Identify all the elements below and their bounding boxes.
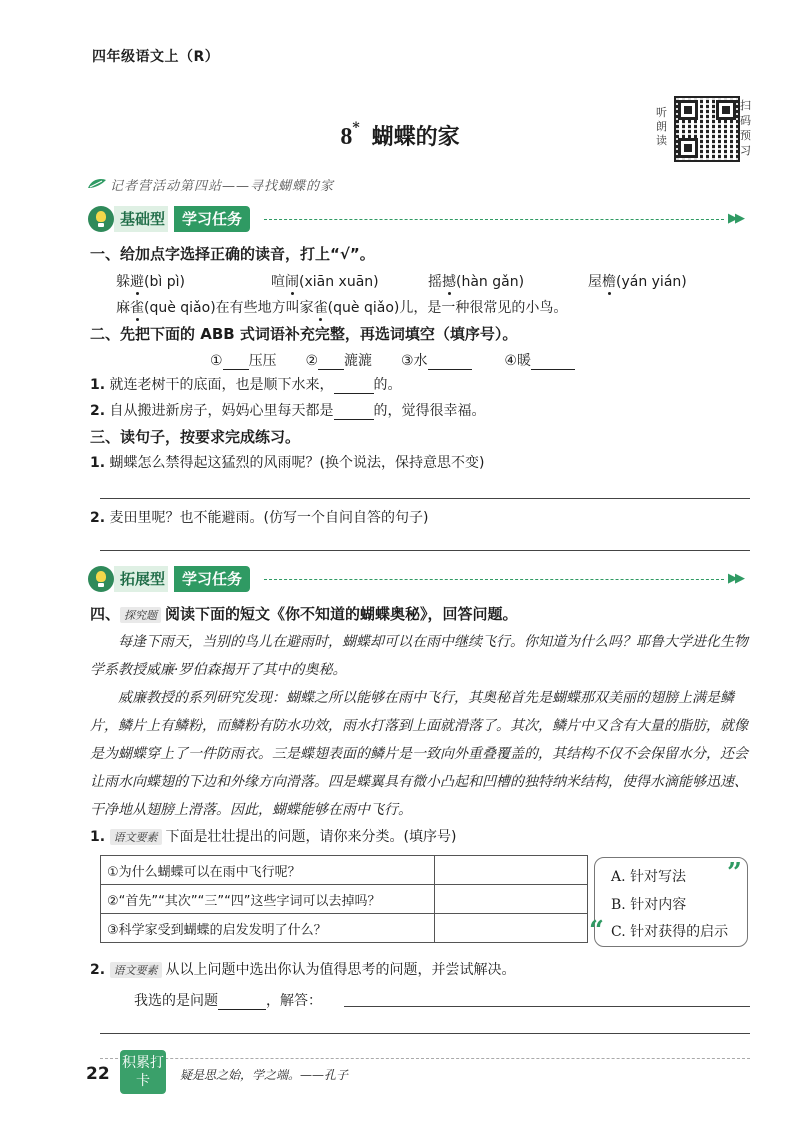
activity-text: 记者营活动第四站——寻找蝴蝶的家 [110,179,335,194]
passage-paragraph-1: 每逢下雨天，当别的鸟儿在避雨时，蝴蝶却可以在雨中继续飞行。你知道为什么吗？耶鲁大学进化生物学系教授威廉·罗伯森揭开了其中的奥秘。 [90,634,748,678]
lesson-number: 8 [340,124,353,150]
qr-right-text: 扫码预习 [740,99,751,157]
answer-line[interactable] [100,550,750,551]
lesson-name: 蝴蝶的家 [371,124,460,150]
table-row: ②“首先”“其次”“三”“四”这些字词可以去掉吗？ [101,885,588,914]
q3-title: 三、读句子，按要求完成练习。 [90,428,301,446]
section-basic-label-a: 基础型 [114,206,168,232]
book-grade-label: 四年级语文上（R） [92,49,220,65]
qr-code-icon[interactable] [674,96,740,162]
qr-left-text: 听朗读 [656,106,667,147]
q3-sentence-2: 2. 麦田里呢？也不能避雨。(仿写一个自问自答的句子) [90,510,429,526]
q4-sub2: 2. 语文要素 从以上问题中选出你认为值得思考的问题，并尝试解决。 [90,962,516,978]
lightbulb-icon [88,206,114,232]
close-quote-icon: ” [727,858,742,888]
q2-sentence-2: 2. 自从搬进新房子，妈妈心里每天都是 的，觉得很幸福。 [90,403,486,419]
section-extend-label-a: 拓展型 [114,566,168,592]
section-basic-banner [88,206,748,232]
table-row: ①为什么蝴蝶可以在雨中飞行呢？ [101,856,588,885]
question-table [100,855,588,943]
footer-divider [100,1058,750,1059]
q1-row2: 麻雀(què qiǎo)在有些地方叫家雀(què qiǎo)儿，是一种很常见的小鸟。 [116,300,568,316]
page-number: 22 [86,1064,110,1084]
inquiry-tag: 探究题 [120,607,161,623]
answer-line[interactable] [344,1006,750,1007]
q2-sentence-1: 1. 就连老树干的底面，也是顺下水来， 的。 [90,377,402,393]
q4-sub1: 1. 语文要素 下面是壮壮提出的问题，请你来分类。(填序号) [90,829,457,845]
q4-title: 四、 探究题 阅读下面的短文《你不知道的蝴蝶奥秘》，回答问题。 [90,605,518,623]
section-extend-banner [88,566,748,592]
option-a: A. 针对写法 [611,869,687,885]
section-basic-label-b: 学习任务 [174,206,250,232]
answer-cell[interactable] [435,885,588,914]
leaf-icon [86,176,108,190]
option-b: B. 针对内容 [611,897,687,913]
q4-sub2-answer-line: 我选的是问题 ，解答： [134,993,322,1009]
answer-blank[interactable] [334,405,374,420]
q1-title: 一、给加点字选择正确的读音，打上“√”。 [90,245,375,263]
q2-title: 二、先把下面的 ABB 式词语补充完整，再选词填空（填序号）。 [90,325,518,343]
double-arrow-icon: ▶▶ [728,211,742,226]
passage-paragraph-2: 威廉教授的系列研究发现：蝴蝶之所以能够在雨中飞行，其奥秘首先是蝴蝶那双美丽的翅膀上满是鳞片，鳞片上有鳞粉，而鳞粉有防水功效，雨水打落到上面就滑落了。其次，鳞片中又含有大量的脂肪，就像是为蝴蝶穿上了一件防雨衣。三是蝶翅表面的鳞片是一致向外重叠覆盖的，其结构不仅不会保留水分，还会让雨水向蝶翅的下边和外缘方向滑落。四是蝶翼具有微小凸起和凹槽的独特纳米结构，使得水滴能够迅速、干净地从翅膀上滑落。因此，蝴蝶能够在雨中飞行。 [90,690,748,818]
accumulate-badge: 积累打卡 [120,1050,166,1094]
options-box [589,857,748,947]
answer-blank[interactable] [218,995,266,1010]
footer-motto: 疑是思之始，学之端。——孔子 [180,1068,349,1082]
open-quote-icon: “ [589,916,604,946]
lightbulb-icon [88,566,114,592]
answer-line[interactable] [100,498,750,499]
answer-line[interactable] [100,1033,750,1034]
q3-sentence-1: 1. 蝴蝶怎么禁得起这猛烈的风雨呢？(换个说法，保持意思不变) [90,455,485,471]
double-arrow-icon: ▶▶ [728,571,742,586]
answer-cell[interactable] [435,914,588,943]
lesson-star: * [352,120,360,136]
answer-blank[interactable] [334,379,374,394]
q2-word-items: ① 压压 ② 漉漉 ③水 ④暖 [210,350,630,370]
answer-cell[interactable] [435,856,588,885]
section-extend-label-b: 学习任务 [174,566,250,592]
table-row: ③科学家受到蝴蝶的启发发明了什么？ [101,914,588,943]
option-c: C. 针对获得的启示 [611,924,729,940]
